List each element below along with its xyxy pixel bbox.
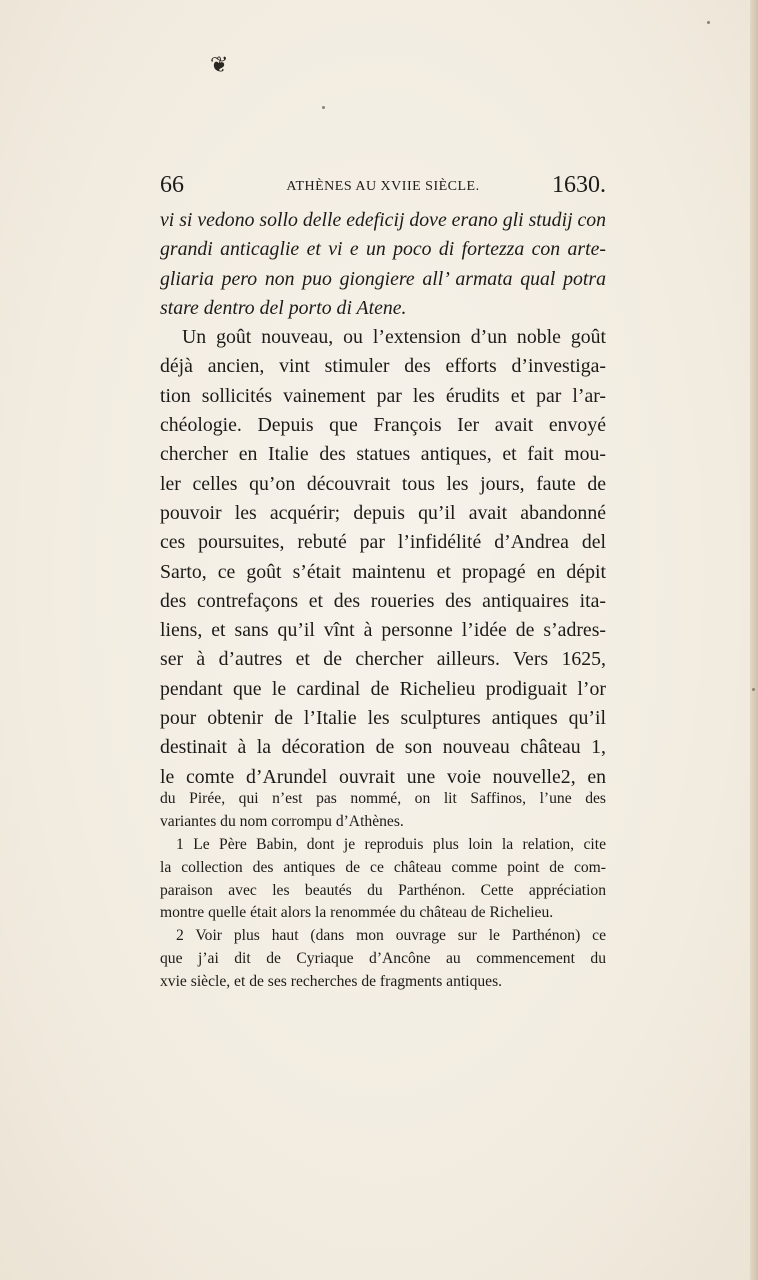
text-line: liens, et sans qu’il vînt à personne l’idée de s’adres- (160, 619, 606, 642)
running-head: ATHÈNES AU XVIIE SIÈCLE. (286, 179, 480, 194)
footnotes (160, 788, 606, 994)
footnote-line: 1 Le Père Babin, dont je reproduis plus loin la relation, cite (176, 835, 606, 853)
page-edge (750, 0, 758, 1280)
text-line: Un goût nouveau, ou l’extension d’un noble goût (182, 326, 606, 349)
text-line: chéologie. Depuis que François Ier avait envoyé (160, 414, 606, 437)
text-line: chercher en Italie des statues antiques, et fait mou- (160, 443, 606, 466)
text-line: destinait à la décoration de son nouveau château 1, (160, 736, 606, 759)
text-line: le comte d’Arundel ouvrait une voie nouvelle2, en (160, 765, 606, 788)
paper-speck (752, 688, 755, 691)
page-number: 66 (160, 172, 184, 198)
paper-speck (322, 106, 325, 109)
ink-mark: ❦ (210, 52, 229, 77)
text-line: Sarto, ce goût s’était maintenu et propagé en dépit (160, 560, 606, 583)
footnote-line: montre quelle était alors la renommée du château de Richelieu. (160, 904, 554, 922)
page-header (160, 172, 606, 202)
text-line: stare dentro del porto di Atene. (160, 296, 407, 319)
main-text (160, 206, 606, 792)
text-line: vi si vedono sollo delle edeficij dove erano gli studij con (160, 209, 607, 231)
text-line: ser à d’autres et de chercher ailleurs. Vers 1625, (160, 648, 606, 671)
text-line: ces poursuites, rebuté par l’infidélité d’Andrea del (160, 531, 606, 554)
text-line: grandi anticaglie et vi e un poco di fortezza con arte- (160, 238, 606, 261)
text-line: des contrefaçons et des roueries des antiquaires ita- (160, 589, 606, 612)
footnote-line: xvie siècle, et de ses recherches de fragments antiques. (160, 973, 503, 991)
text-line: déjà ancien, vint stimuler des efforts d’investiga- (160, 355, 606, 378)
footnote-line: variantes du nom corrompu d’Athènes. (160, 812, 404, 830)
text-line: ler celles qu’on découvrait tous les jours, faute de (160, 472, 606, 495)
text-line: gliaria pero non puo giongiere all’ armata qual potra (160, 267, 606, 290)
text-line: pour obtenir de l’Italie les sculptures antiques qu’il (160, 707, 606, 730)
text-line: tion sollicités vainement par les érudits et par l’ar- (160, 384, 606, 407)
text-line: pouvoir les acquérir; depuis qu’il avait abandonné (160, 501, 606, 524)
footnote-line: 2 Voir plus haut (dans mon ouvrage sur le Parthénon) ce (176, 927, 606, 945)
footnote-line: paraison avec les beautés du Parthénon. Cette appréciation (160, 881, 606, 899)
text-line: pendant que le cardinal de Richelieu prodiguait l’or (160, 677, 606, 700)
footnote-line: que j’ai dit de Cyriaque d’Ancône au commencement du (160, 950, 606, 968)
footnote-line: la collection des antiques de ce château comme point de com- (160, 858, 606, 876)
year-heading: 1630. (552, 172, 606, 198)
footnote-line: du Pirée, qui n’est pas nommé, on lit Saffinos, l’une des (160, 790, 606, 807)
paper-speck (707, 21, 710, 24)
